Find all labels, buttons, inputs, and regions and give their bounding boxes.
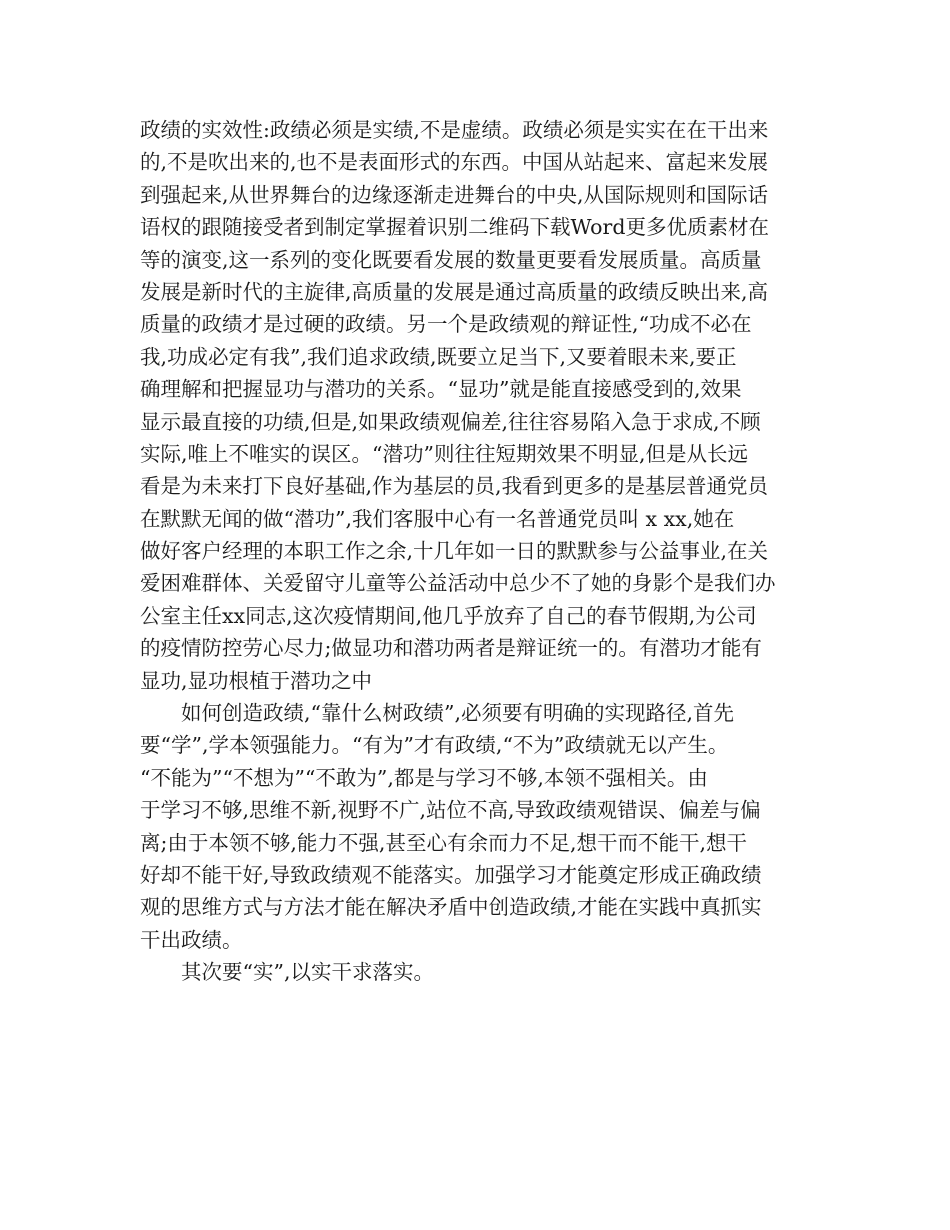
text-line: 做好客户经理的本职工作之余,十几年如一日的默默参与公益事业,在关 — [140, 539, 769, 564]
text-line: 爱困难群体、关爱留守儿童等公益活动中总少不了她的身影个是我们办 — [140, 571, 776, 596]
text-line: 的,不是吹出来的,也不是表面形式的东西。中国从站起来、富起来发展 — [140, 150, 769, 175]
text-line: 于学习不够,思维不新,视野不广,站位不高,导致政绩观错误、偏差与偏 — [140, 798, 761, 823]
text-line: 看是为未来打下良好基础,作为基层的员,我看到更多的是基层普通党员 — [140, 474, 769, 499]
text-line: 显功,显功根植于潜功之中 — [140, 668, 373, 693]
text-line: 发展是新时代的主旋律,高质量的发展是通过高质量的政绩反映出来,高 — [140, 279, 769, 304]
body-text — [140, 114, 830, 989]
text-line: 的疫情防控劳心尽力;做显功和潜功两者是辩证统一的。有潜功才能有 — [140, 636, 762, 661]
text-line: 好却不能干好,导致政绩观不能落实。加强学习才能奠定形成正确政绩 — [140, 862, 762, 887]
text-line: 干出政绩。 — [140, 927, 243, 952]
text-line: 在默默无闻的做“潜功”,我们客服中心有一名普通党员叫 x xx,她在 — [140, 506, 735, 531]
text-line: 要“学”,学本领强能力。“有为”才有政绩,“不为”政绩就无以产生。 — [140, 733, 729, 758]
text-line: 如何创造政绩,“靠什么树政绩”,必须要有明确的实现路径,首先 — [181, 701, 735, 726]
text-line: 实际,唯上不唯实的误区。“潜功”则往往短期效果不明显,但是从长远 — [140, 441, 748, 466]
text-line: 观的思维方式与方法才能在解决矛盾中创造政绩,才能在实践中真抓实 — [140, 895, 762, 920]
text-line: 公室主任xx同志,这次疫情期间,他几乎放弃了自己的春节假期,为公司 — [140, 603, 757, 628]
text-line: 显示最直接的功绩,但是,如果政绩观偏差,往往容易陷入急于求成,不顾 — [140, 409, 761, 434]
text-line: “不能为”“不想为”“不敢为”,都是与学习不够,本领不强相关。由 — [140, 765, 708, 790]
text-line: 政绩的实效性:政绩必须是实绩,不是虚绩。政绩必须是实实在在干出来 — [140, 118, 769, 142]
text-line: 我,功成必定有我”,我们追求政绩,既要立足当下,又要着眼未来,要正 — [140, 344, 737, 369]
text-line: 质量的政绩才是过硬的政绩。另一个是政绩观的辩证性,“功成不必在 — [140, 312, 752, 337]
text-line: 离;由于本领不够,能力不强,甚至心有余而力不足,想干而不能干,想干 — [140, 830, 747, 855]
text-line: 等的演变,这一系列的变化既要看发展的数量更要看发展质量。高质量 — [140, 247, 762, 272]
text-line: 确理解和把握显功与潜功的关系。“显功”就是能直接感受到的,效果 — [140, 377, 742, 402]
text-line: 语权的跟随接受者到制定掌握着识别二维码下载Word更多优质素材在 — [140, 215, 769, 240]
text-line: 其次要“实”,以实干求落实。 — [181, 960, 434, 985]
text-line: 到强起来,从世界舞台的边缘逐渐走进舞台的中央,从国际规则和国际话 — [140, 182, 769, 207]
